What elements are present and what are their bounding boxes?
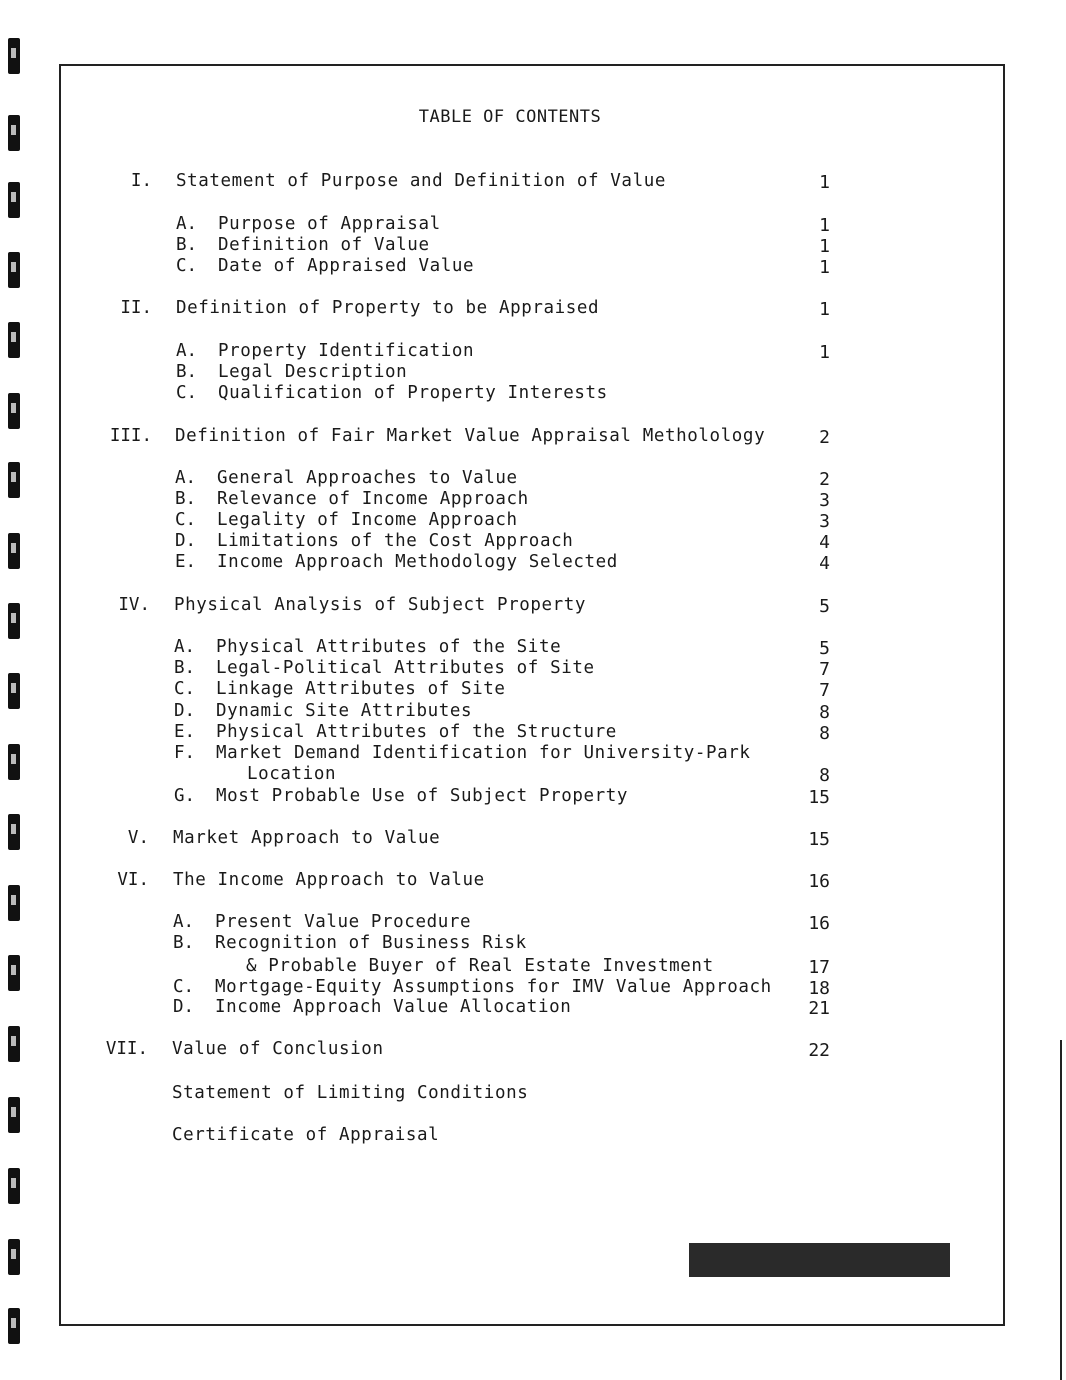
binding-hole: [8, 533, 20, 569]
item-letter: D.: [175, 531, 197, 551]
item-title: Legality of Income Approach: [217, 510, 518, 530]
page-number: 18: [808, 978, 830, 999]
section-title: Definition of Fair Market Value Appraisal Metholology: [175, 426, 766, 446]
item-title: Mortgage-Equity Assumptions for IMV Value Approach: [215, 977, 772, 997]
item-title: Income Approach Methodology Selected: [217, 552, 618, 572]
page-number: 2: [819, 427, 830, 448]
section-numeral: IV.: [118, 595, 150, 615]
page-number: 22: [808, 1040, 830, 1061]
section-numeral: VI.: [117, 870, 149, 890]
page-number: 1: [819, 257, 830, 278]
binding-hole: [8, 1097, 20, 1133]
page-number: 7: [819, 680, 830, 701]
item-letter: B.: [173, 933, 195, 953]
binding-hole: [8, 603, 20, 639]
page-number: 8: [819, 765, 830, 786]
item-title: Dynamic Site Attributes: [216, 701, 473, 721]
section-numeral: II.: [120, 298, 152, 318]
item-title: Most Probable Use of Subject Property: [216, 786, 629, 806]
binding-hole: [8, 744, 20, 780]
item-title: Relevance of Income Approach: [217, 489, 529, 509]
redaction-box: [689, 1243, 950, 1277]
page-number: 16: [808, 913, 830, 934]
item-title: Purpose of Appraisal: [218, 214, 441, 234]
item-title: Income Approach Value Allocation: [215, 997, 572, 1017]
item-letter: C.: [173, 977, 195, 997]
item-letter: C.: [176, 256, 198, 276]
page-number: 1: [819, 172, 830, 193]
item-title: Legal-Political Attributes of Site: [216, 658, 595, 678]
page-edge: [1060, 1040, 1062, 1380]
page-number: 21: [808, 998, 830, 1019]
binding-hole: [8, 885, 20, 921]
binding-hole: [8, 1239, 20, 1275]
page-number: 15: [808, 787, 830, 808]
item-title-continuation: Location: [247, 764, 337, 784]
section-numeral: I.: [130, 171, 152, 191]
item-letter: B.: [174, 658, 196, 678]
section-title: Definition of Property to be Appraised: [176, 298, 600, 318]
binding-hole: [8, 393, 20, 429]
binding-holes: [8, 0, 24, 1380]
item-title: Qualification of Property Interests: [218, 383, 608, 403]
page-number: 5: [819, 638, 830, 659]
item-title: Physical Attributes of the Structure: [216, 722, 617, 742]
item-letter: D.: [174, 701, 196, 721]
item-title-continuation: & Probable Buyer of Real Estate Investment: [246, 956, 714, 976]
section-title: The Income Approach to Value: [173, 870, 485, 890]
binding-hole: [8, 38, 20, 74]
item-letter: A.: [174, 637, 196, 657]
page-number: 5: [819, 596, 830, 617]
item-letter: C.: [174, 679, 196, 699]
binding-hole: [8, 252, 20, 288]
toc-entry-certificate: Certificate of Appraisal: [172, 1125, 440, 1145]
item-title: Physical Attributes of the Site: [216, 637, 562, 657]
page-number: 4: [819, 532, 830, 553]
item-letter: D.: [173, 997, 195, 1017]
binding-hole: [8, 955, 20, 991]
item-letter: B.: [176, 362, 198, 382]
section-title: Statement of Purpose and Definition of Value: [176, 171, 666, 191]
section-numeral: III.: [109, 426, 152, 446]
binding-hole: [8, 1308, 20, 1344]
binding-hole: [8, 462, 20, 498]
page-number: 1: [819, 215, 830, 236]
item-title: Market Demand Identification for University-Park: [216, 743, 751, 763]
section-numeral: V.: [127, 828, 149, 848]
item-title: Recognition of Business Risk: [215, 933, 527, 953]
item-title: Legal Description: [218, 362, 408, 382]
section-title: Value of Conclusion: [172, 1039, 384, 1059]
item-letter: E.: [175, 552, 197, 572]
binding-hole: [8, 673, 20, 709]
item-letter: B.: [175, 489, 197, 509]
item-letter: A.: [173, 912, 195, 932]
binding-hole: [8, 1026, 20, 1062]
item-title: Present Value Procedure: [215, 912, 472, 932]
page-number: 16: [808, 871, 830, 892]
item-title: Property Identification: [218, 341, 475, 361]
item-title: Limitations of the Cost Approach: [217, 531, 574, 551]
section-title: Physical Analysis of Subject Property: [174, 595, 587, 615]
binding-hole: [8, 322, 20, 358]
page-number: 3: [819, 490, 830, 511]
page-number: 7: [819, 659, 830, 680]
item-letter: B.: [176, 235, 198, 255]
page-number: 1: [819, 236, 830, 257]
section-title: Market Approach to Value: [173, 828, 441, 848]
page-number: 8: [819, 702, 830, 723]
binding-hole: [8, 182, 20, 218]
item-title: Definition of Value: [218, 235, 430, 255]
binding-hole: [8, 1168, 20, 1204]
binding-hole: [8, 814, 20, 850]
item-letter: E.: [174, 722, 196, 742]
item-title: Linkage Attributes of Site: [216, 679, 506, 699]
toc-entry-limiting-conditions: Statement of Limiting Conditions: [172, 1083, 529, 1103]
page-number: 17: [808, 957, 830, 978]
page-number: 1: [819, 342, 830, 363]
document-title: TABLE OF CONTENTS: [418, 107, 602, 127]
item-letter: G.: [174, 786, 196, 806]
item-letter: C.: [175, 510, 197, 530]
item-title: Date of Appraised Value: [218, 256, 475, 276]
page-number: 8: [819, 723, 830, 744]
page-number: 1: [819, 299, 830, 320]
item-letter: A.: [176, 341, 198, 361]
item-letter: A.: [175, 468, 197, 488]
page-number: 3: [819, 511, 830, 532]
item-letter: C.: [176, 383, 198, 403]
section-numeral: VII.: [105, 1039, 148, 1059]
page-number: 4: [819, 553, 830, 574]
page-number: 15: [808, 829, 830, 850]
item-letter: A.: [176, 214, 198, 234]
item-letter: F.: [174, 743, 196, 763]
page-number: 2: [819, 469, 830, 490]
item-title: General Approaches to Value: [217, 468, 518, 488]
